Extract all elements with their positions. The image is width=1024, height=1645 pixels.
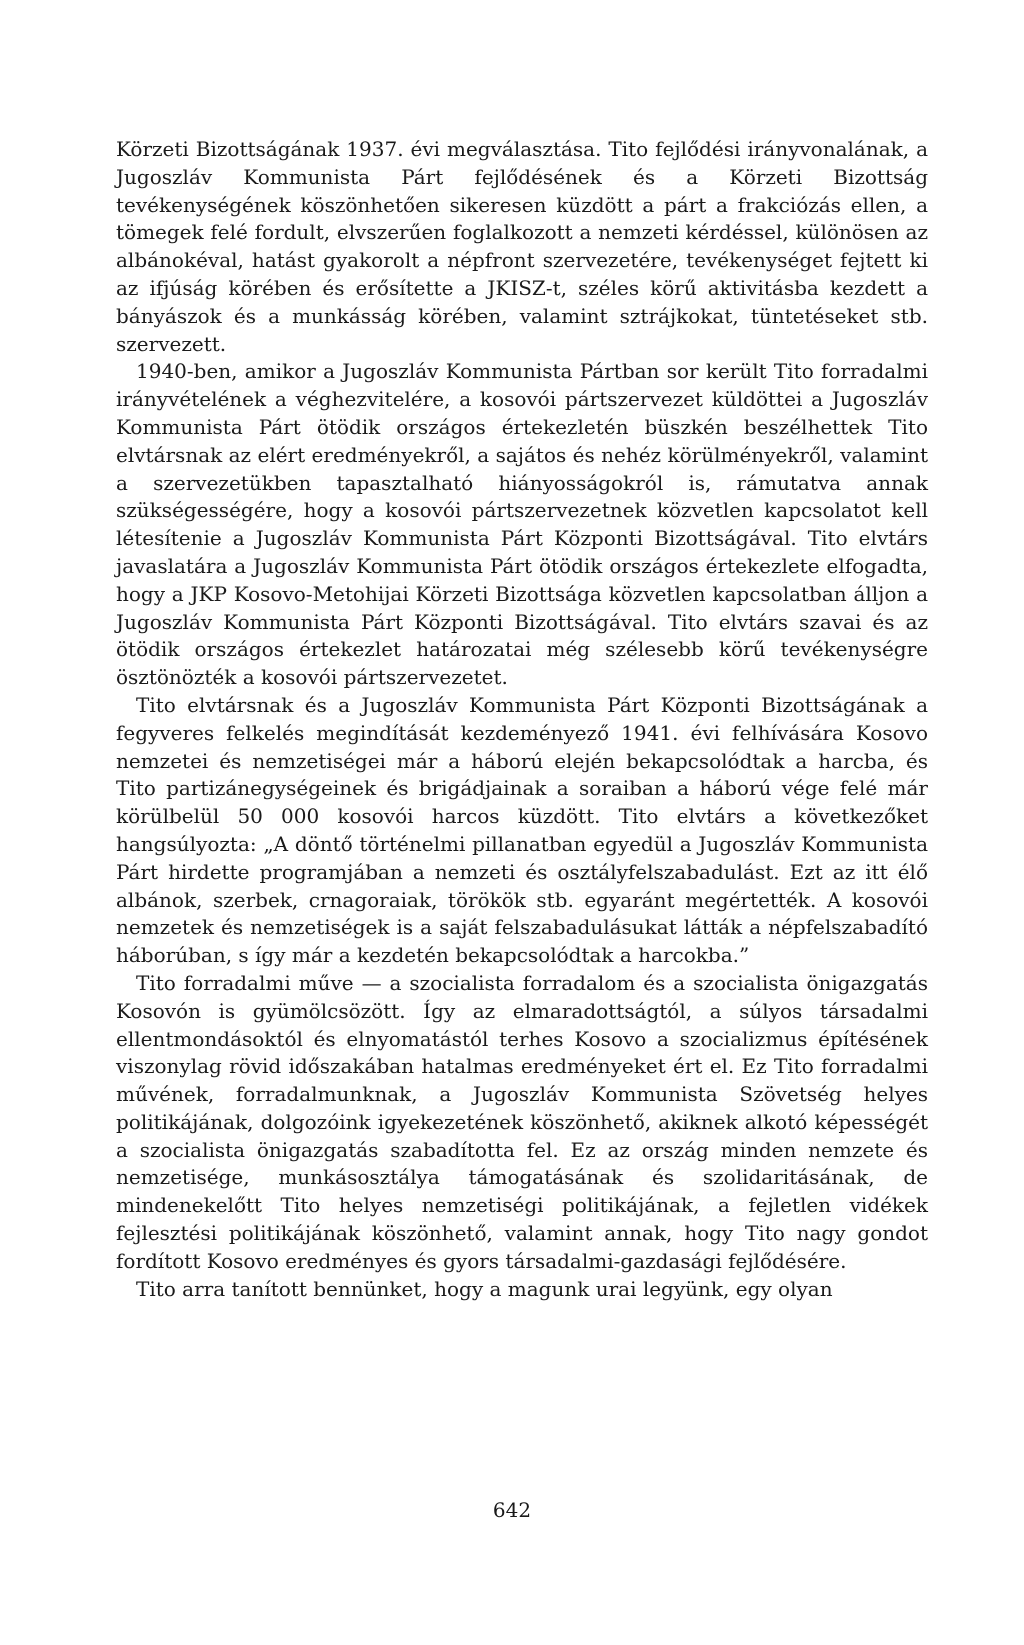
paragraph-4: Tito forradalmi műve — a szocialista forradalom és a szocialista önigazgatás Kosovón is gyümölcsözött. Így az elmaradottságtól, a súlyos társadalmi ellentmondásoktól és elnyomatástól terhes Kosovo a szocializmus építésének viszonylag rövid időszakában hatalmas eredményeket ért el. Ez Tito forradalmi művének, forradalmunknak, a Jugoszláv Kommunista Szövetség helyes politikájának, dolgozóink igyekezetének köszönhető, akiknek alkotó képességét a szocialista önigazgatás szabadította fel. Ez az ország minden nemzete és nemzetisége, munkásosztálya támogatásának és szolidaritásának, de mindenekelőtt Tito helyes nemzetiségi politikájának, a fejletlen vidékek fejlesztési politikájának köszönhető, valamint annak, hogy Tito nagy gondot fordított Kosovo eredményes és gyors társadalmi-gazdasági fejlődésére. [116,970,928,1273]
paragraph-1: Körzeti Bizottságának 1937. évi megválasztása. Tito fejlődési irányvonalának, a Jugoszláv Kommunista Párt fejlődésének és a Körzeti Bizottság tevékenységének köszönhetően sikeresen küzdött a párt a frakciózás ellen, a tömegek felé fordult, elvszerűen foglalkozott a nemzeti kérdéssel, különösen az albánokéval, hatást gyakorolt a népfront szervezetére, tevékenységet fejtett ki az ifjúság körében és erősítette a JKISZ-t, széles körű aktivitásba kezdett a bányászok és a munkásság körében, valamint sztrájkokat, tüntetéseket stb. szervezett. [116,137,928,356]
paragraph-3: Tito elvtársnak és a Jugoszláv Kommunista Párt Központi Bizottságának a fegyveres felkelés megindítását kezdeményező 1941. évi felhívására Kosovo nemzetei és nemzetiségei már a háború elején bekapcsolódtak a harcba, és Tito partizánegységeinek és brigádjainak a soraiban a háború vége felé már körülbelül 50 000 kosovói harcos küzdött. Tito elvtárs a következőket hangsúlyozta: „A döntő történelmi pillanatban egyedül a Jugoszláv Kommunista Párt hirdette programjában a nemzeti és osztályfelszabadulást. Ezt az itt élő albánok, szerbek, crnagoraiak, törökök stb. egyaránt megértették. A kosovói nemzetek és nemzetiségek is a saját felszabadulásukat látták a népfelszabadító háborúban, s így már a kezdetén bekapcsolódtak a harcokba.” [116,692,928,968]
page-number: 642 [492,1498,532,1522]
paragraph-2: 1940-ben, amikor a Jugoszláv Kommunista Pártban sor került Tito forradalmi irányvételének a véghezvitelére, a kosovói pártszervezet küldöttei a Jugoszláv Kommunista Párt ötödik országos értekezletén büszkén beszélhettek Tito elvtársnak az elért eredményekről, a sajátos és nehéz körülményekről, valamint a szervezetükben tapasztalható hiányosságokról is, rámutatva annak szükségességére, hogy a kosovói pártszervezetnek közvetlen kapcsolatot kell létesítenie a Jugoszláv Kommunista Párt Központi Bizottságával. Tito elvtárs javaslatára a Jugoszláv Kommunista Párt ötödik országos értekezlete elfogadta, hogy a JKP Kosovo-Metohijai Körzeti Bizottsága közvetlen kapcsolatban álljon a Jugoszláv Kommunista Párt Központi Bizottságával. Tito elvtárs szavai és az ötödik országos értekezlet határozatai még szélesebb körű tevékenységre ösztönözték a kosovói pártszervezetet. [116,359,928,690]
paragraph-5: Tito arra tanított bennünket, hogy a magunk urai legyünk, egy olyan [136,1276,833,1301]
body-text [116,136,928,1303]
